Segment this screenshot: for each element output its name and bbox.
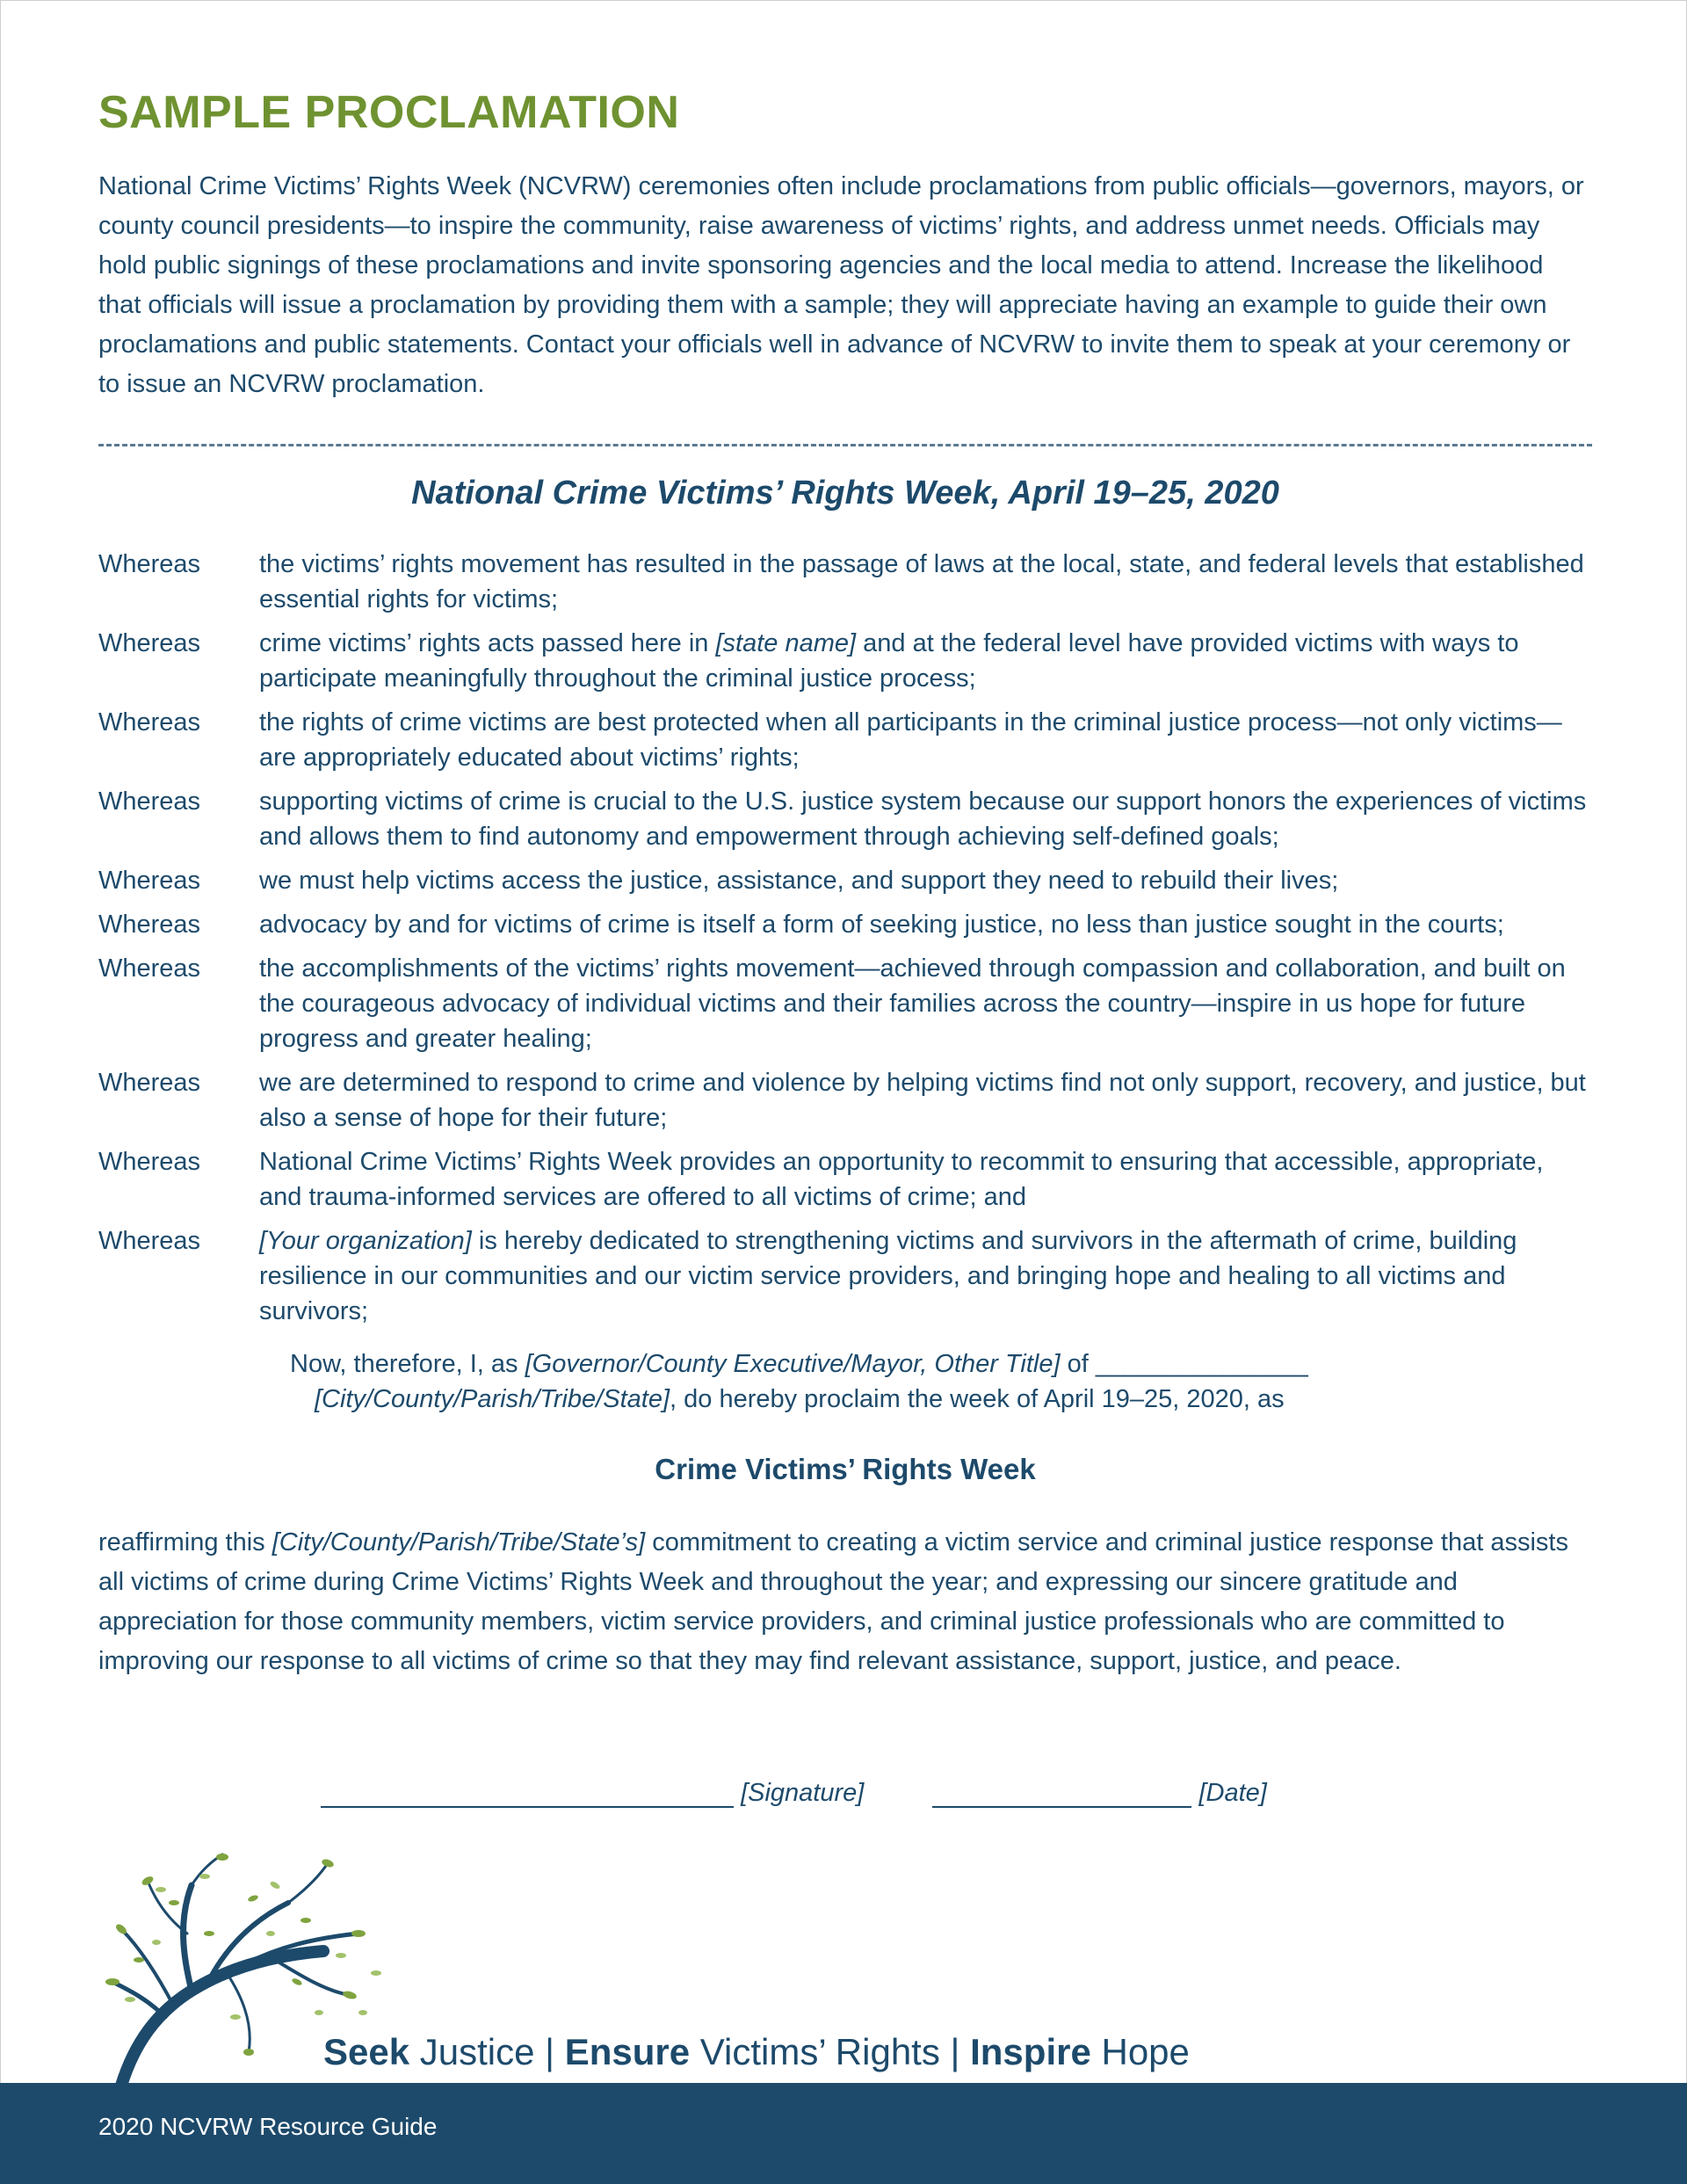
whereas-label: Whereas	[98, 1227, 201, 1255]
intro-paragraph: National Crime Victims’ Rights Week (NCVRW) ceremonies often include proclamations from public officials—governors, mayors, or county council presidents—to inspire the community, raise awareness of victims’ rights, and address unmet needs. Officials may hold public signings of these proclamations and invite sponsoring agencies and the local media to attend. Increase the likelihood that officials will issue a proclamation by providing them with a sample; they will appreciate having an example to guide their own proclamations and public statements. Contact your officials well in advance of NCVRW to invite them to speak at your ceremony or to issue an NCVRW proclamation.	[98, 172, 1584, 398]
whereas-text: the victims’ rights movement has resulted in the passage of laws at the local, state, and federal levels that established essential rights for victims;	[259, 550, 1584, 613]
tagline-separator: |	[534, 2031, 565, 2072]
place-placeholder: [City/County/Parish/Tribe/State]	[315, 1385, 670, 1413]
whereas-text-pre: crime victims’ rights acts passed here in	[259, 629, 716, 657]
whereas-label: Whereas	[98, 954, 201, 983]
title-placeholder: [Governor/County Executive/Mayor, Other Title]	[525, 1350, 1061, 1378]
tagline-separator-2: |	[939, 2031, 971, 2072]
whereas-text: we are determined to respond to crime and violence by helping victims find not only support, recovery, and justice, but also a sense of hope for their future;	[259, 1069, 1586, 1132]
whereas-text: advocacy by and for victims of crime is itself a form of seeking justice, no less than justice sought in the courts;	[259, 911, 1504, 939]
whereas-label: Whereas	[98, 911, 201, 939]
whereas-label: Whereas	[98, 867, 201, 895]
whereas-item	[98, 626, 1592, 696]
closing-paragraph	[98, 1523, 1592, 1681]
whereas-placeholder: [state name]	[715, 629, 857, 657]
whereas-item	[98, 547, 1592, 617]
signature-line	[321, 1780, 734, 1808]
tagline	[323, 2031, 1190, 2073]
whereas-item	[98, 705, 1592, 775]
whereas-text: the accomplishments of the victims’ rights movement—achieved through compassion and collaboration, and built on the courageous advocacy of individual victims and their families across the country—inspire in us hope for future progress and greater healing;	[259, 954, 1566, 1053]
whereas-text	[259, 1223, 1592, 1329]
whereas-list	[98, 547, 1592, 1338]
date-line	[932, 1780, 1191, 1808]
closing-placeholder: [City/County/Parish/Tribe/State’s]	[272, 1528, 646, 1556]
signature-row	[321, 1779, 1267, 1808]
proclaim-text: , do hereby proclaim the week of April 19–25, 2020, as	[670, 1385, 1285, 1413]
proclamation-statement	[290, 1346, 1520, 1417]
whereas-label: Whereas	[98, 708, 201, 736]
whereas-text: National Crime Victims’ Rights Week provides an opportunity to recommit to ensuring that accessible, appropriate, and trauma-informed services are offered to all victims of crime; and	[259, 1148, 1544, 1211]
whereas-item	[98, 1065, 1592, 1136]
footer-text: 2020 NCVRW Resource Guide	[98, 2113, 438, 2140]
proclamation-title: National Crime Victims’ Rights Week, April 19–25, 2020	[411, 475, 1279, 512]
tagline-inspire: Inspire	[970, 2031, 1091, 2072]
tagline-seek: Seek	[323, 2031, 410, 2072]
whereas-placeholder: [Your organization]	[259, 1227, 472, 1255]
dashed-divider	[98, 444, 1592, 446]
whereas-label: Whereas	[98, 629, 201, 657]
whereas-text-post: is hereby dedicated to strengthening victims and survivors in the aftermath of crime, building resilience in our communities and our victim service providers, and bringing hope and healing to all victims and survivors;	[259, 1227, 1517, 1325]
closing-pre: reaffirming this	[98, 1528, 272, 1556]
whereas-label: Whereas	[98, 1148, 201, 1176]
whereas-item	[98, 1223, 1592, 1329]
of-blank: of _______________	[1060, 1350, 1308, 1378]
tagline-justice: Justice	[409, 2031, 535, 2072]
week-heading: Crime Victims’ Rights Week	[655, 1453, 1036, 1485]
whereas-text: the rights of crime victims are best protected when all participants in the criminal justice process—not only victims—are appropriately educated about victims’ rights;	[259, 708, 1562, 772]
now-text: Now, therefore, I, as	[290, 1350, 525, 1378]
tagline-victims-rights: Victims’ Rights	[690, 2031, 940, 2072]
whereas-label: Whereas	[98, 787, 201, 816]
whereas-label: Whereas	[98, 1069, 201, 1097]
date-label: [Date]	[1198, 1779, 1267, 1807]
whereas-item	[98, 863, 1592, 898]
tagline-hope: Hope	[1090, 2031, 1190, 2072]
whereas-item	[98, 907, 1592, 942]
whereas-text: we must help victims access the justice, assistance, and support they need to rebuild their lives;	[259, 867, 1339, 895]
whereas-text-post: and at the federal level have provided victims with ways to participate meaningfully throughout the criminal justice process;	[259, 629, 1519, 693]
whereas-item	[98, 1144, 1592, 1215]
whereas-item	[98, 951, 1592, 1056]
whereas-text: supporting victims of crime is crucial to the U.S. justice system because our support honors the experiences of victims and allows them to find autonomy and empowerment through achieving self-defined goals;	[259, 787, 1587, 851]
tagline-ensure: Ensure	[564, 2031, 691, 2072]
whereas-item	[98, 784, 1592, 854]
signature-label: [Signature]	[741, 1779, 865, 1807]
page-title: SAMPLE PROCLAMATION	[98, 87, 680, 138]
whereas-text	[259, 626, 1592, 696]
whereas-label: Whereas	[98, 550, 201, 578]
closing-post: commitment to creating a victim service and criminal justice response that assists all victims of crime during Crime Victims’ Rights Week and throughout the year; and expressing our sincere gratitude and appreciation for those community members, victim service providers, and criminal justice professionals who are committed to improving our response to all victims of crime so that they may find relevant assistance, support, justice, and peace.	[98, 1528, 1568, 1675]
